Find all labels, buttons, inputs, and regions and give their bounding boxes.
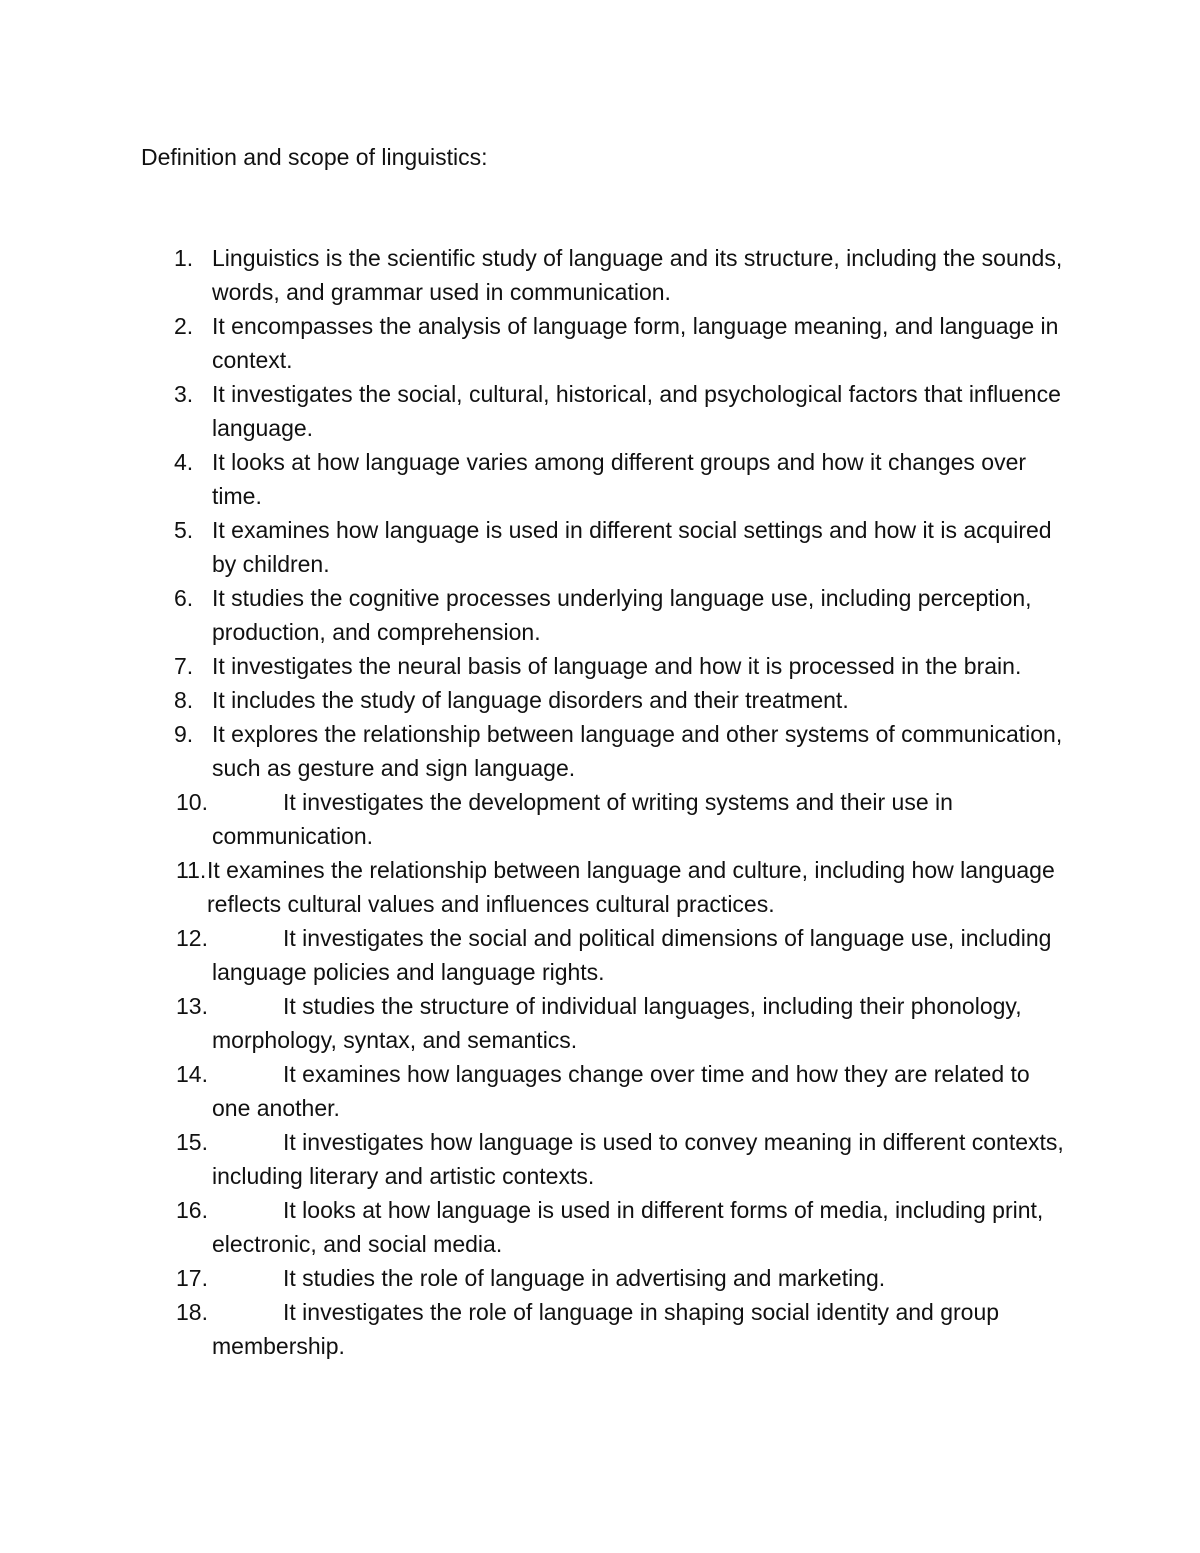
list-item: [0, 1295, 1072, 1363]
list-item-number: 7.: [174, 653, 194, 679]
list-item-text: It looks at how language is used in different forms of media, including print, electronic, and social media.: [212, 1197, 1044, 1257]
list-item-text: It investigates the role of language in shaping social identity and group membership.: [212, 1299, 1000, 1359]
list-item-text: It encompasses the analysis of language form, language meaning, and language in context.: [212, 313, 1059, 373]
list-item: [0, 853, 1067, 921]
list-item-text: It studies the role of language in advertising and marketing.: [283, 1265, 886, 1291]
list-item: [0, 989, 1072, 1057]
list-item-number: 14.: [176, 1061, 208, 1087]
list-item: [0, 1193, 1072, 1261]
list-item-text: It examines the relationship between language and culture, including how language reflects cultural values and influences cultural practices.: [207, 857, 1055, 917]
list-item-text: It examines how languages change over time and how they are related to one another.: [212, 1061, 1030, 1121]
list-item: [0, 241, 1072, 309]
list-item-number: 2.: [174, 313, 194, 339]
list-item-number: 15.: [176, 1129, 208, 1155]
list-item-text: It investigates how language is used to convey meaning in different contexts, including literary and artistic contexts.: [212, 1129, 1064, 1189]
numbered-list: [0, 241, 1200, 1363]
list-item-text: It studies the cognitive processes underlying language use, including perception, production, and comprehension.: [212, 585, 1032, 645]
list-item-number: 5.: [174, 517, 194, 543]
list-item: [0, 785, 1072, 853]
list-item: [0, 445, 1072, 513]
list-item-number: 1.: [174, 245, 194, 271]
list-item: [0, 377, 1072, 445]
list-item-text: It investigates the social, cultural, historical, and psychological factors that influence language.: [212, 381, 1061, 441]
list-item: [0, 683, 1072, 717]
list-item-number: 6.: [174, 585, 194, 611]
list-item-text: It examines how language is used in different social settings and how it is acquired by children.: [212, 517, 1052, 577]
list-item-number: 8.: [174, 687, 194, 713]
list-item-text: It studies the structure of individual languages, including their phonology, morphology, syntax, and semantics.: [212, 993, 1022, 1053]
list-item-number: 12.: [176, 925, 208, 951]
list-item: [0, 1057, 1072, 1125]
list-item: [0, 921, 1072, 989]
list-item-number: 16.: [176, 1197, 208, 1223]
list-item: [0, 581, 1072, 649]
list-item: [0, 1261, 1072, 1295]
list-item-text: It explores the relationship between language and other systems of communication, such as gesture and sign language.: [212, 721, 1063, 781]
list-item: [0, 1125, 1072, 1193]
list-item-text: It investigates the social and political dimensions of language use, including language policies and language rights.: [212, 925, 1052, 985]
list-item-number: 11.: [176, 857, 207, 883]
list-item: [0, 717, 1072, 785]
list-item-text: It investigates the neural basis of language and how it is processed in the brain.: [212, 653, 1022, 679]
list-item-text: Linguistics is the scientific study of language and its structure, including the sounds, words, and grammar used in communication.: [212, 245, 1063, 305]
list-item-number: 10.: [176, 789, 208, 815]
document-title: Definition and scope of linguistics:: [141, 144, 488, 170]
list-item: [0, 649, 1072, 683]
list-item-text: It looks at how language varies among different groups and how it changes over time.: [212, 449, 1027, 509]
list-item-number: 13.: [176, 993, 208, 1019]
list-item-number: 18.: [176, 1299, 208, 1325]
list-item-number: 4.: [174, 449, 194, 475]
list-item-number: 17.: [176, 1265, 208, 1291]
list-item: [0, 513, 1072, 581]
list-item-text: It includes the study of language disorders and their treatment.: [212, 687, 849, 713]
list-item-number: 3.: [174, 381, 194, 407]
list-item: [0, 309, 1072, 377]
list-item-number: 9.: [174, 721, 194, 747]
list-item-text: It investigates the development of writing systems and their use in communication.: [212, 789, 953, 849]
